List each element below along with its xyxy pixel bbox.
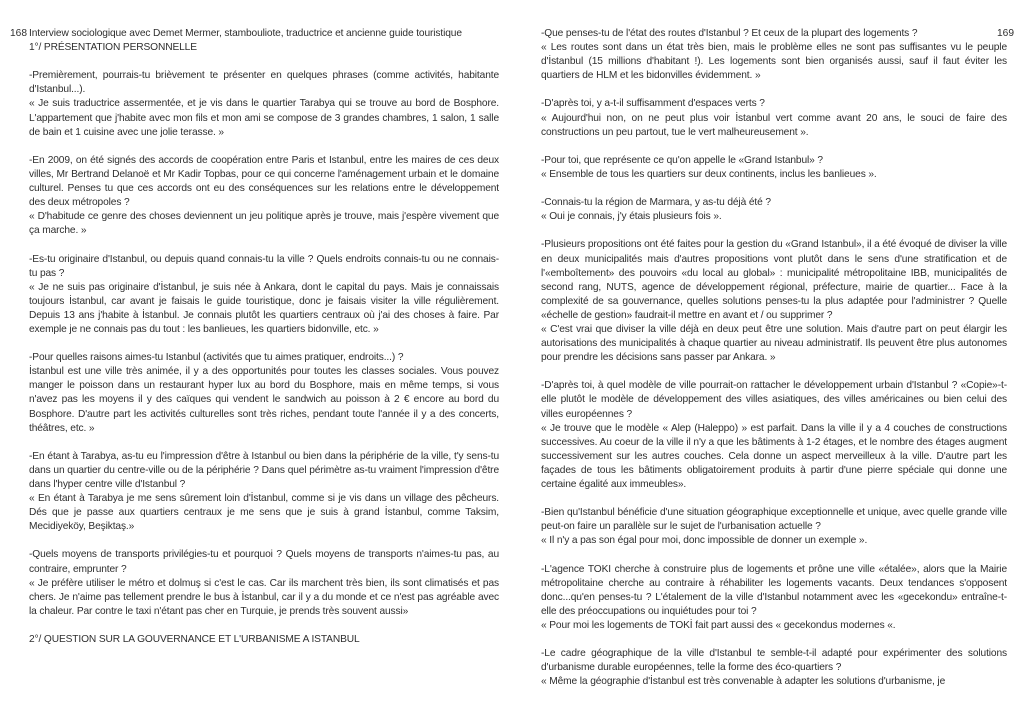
qa-block [29,253,499,338]
section-heading-2: 2°/ QUESTION SUR LA GOUVERNANCE ET L'URBANISME A ISTANBUL [29,634,360,646]
qa-block [541,379,1007,492]
document-title: Interview sociologique avec Demet Mermer, stambouliote, traductrice et ancienne guide touristique [29,28,462,39]
qa-block [29,69,499,139]
interview-question: -D'après toi, à quel modèle de ville pourrait-on rattacher le développement urbain d'Istanbul ? «Copie»-t-elle plutôt le modèle de développement des villes asiatiques, des villes américaines ou bien celui des villes européennes ? [541,380,1007,420]
page-number-left: 168 [10,28,27,39]
interview-answer: « Je préfère utiliser le métro et dolmuş si c'est le cas. Car ils marchent très bien, ils sont climatisés et pas chers. Je n'aime pas tellement prendre le bus à İstanbul, car il y a du monde et ce n'est pas agréable avec la chaleur. Par contre le taxi n'étant pas cher en Turquie, je prends très souvent aussi» [29,577,499,617]
page-right [541,27,1007,689]
interview-question: -Que penses-tu de l'état des routes d'Istanbul ? Et ceux de la plupart des logements ? [541,28,918,39]
qa-block [541,196,1007,224]
interview-question: -Plusieurs propositions ont été faites pour la gestion du «Grand Istanbul», il a été évoqué de diviser la ville en deux municipalités mais d'autres propositions vont plutôt dans le sens d'une stratification et de l'«emboîtement» des pouvoirs «du local au global» : municipalité métropolitaine IBB, municipalités de second rang, NUTS, agence de développement régional, préfecture, mairie de quartier... Face à la complexité de sa gouvernance, quelles solutions penses-tu la plus adaptée pour l'administrer ? Quelle «échelle de gestion» faudrait-il mettre en avant et / ou supprimer ? [541,239,1007,321]
interview-answer: « Il n'y a pas son égal pour moi, donc impossible de donner un exemple ». [541,535,868,547]
interview-answer: « Je ne suis pas originaire d'İstanbul, je suis née à Ankara, dont le capital du pays. Mais je connaissais toujours İstanbul, car avant je faisais le guide touristique, donc je faisais visiter la ville régulièrement. Depuis 13 ans j'habite à İstanbul. Je connais plutôt les quartiers centraux où j'ai des choses à faire. Par exemple je ne connais pas du tout : les banlieues, les quartiers bidonville, etc. » [29,281,499,335]
section-heading-1: 1°/ PRÉSENTATION PERSONNELLE [29,42,197,54]
qa-block [541,506,1007,548]
interview-answer: « Oui je connais, j'y étais plusieurs fois ». [541,211,722,223]
qa-block [29,450,499,535]
page-left [29,27,499,647]
qa-block [541,238,1007,365]
interview-answer: « D'habitude ce genre des choses deviennent un jeu politique après je trouve, mais j'espère vivement que ça marche. » [29,211,499,237]
interview-question: -Connais-tu la région de Marmara, y as-tu déjà été ? [541,197,771,209]
interview-answer: « En étant à Tarabya je me sens sûrement loin d'İstanbul, comme si je vis dans un village des pêcheurs. Dés que je passe aux quartiers centraux je me sens que je suis à grand İstanbul, comme Taksim, Mecidiyeköy, Beşiktaş.» [29,493,499,533]
interview-answer: « Je trouve que le modèle « Alep (Haleppo) » est parfait. Dans la ville il y a 4 couches de constructions successives. Au coeur de la ville il n'y a que les bâtiments à 1-2 étages, et le nombre des étages augment successivement sur les autres couches. Cela donne un aspect merveilleux à la ville. D'autre part les façades de tous les bâtiments obligatoirement produits à partir d'une pierre spéciale qui donne une certaine égalité aux immeubles». [541,422,1007,490]
qa-block [541,563,1007,633]
qa-block [541,154,1007,182]
interview-question: -En étant à Tarabya, as-tu eu l'impression d'être à Istanbul ou bien dans la périphérie de la ville, t'y sens-tu dans un quartier du centre-ville ou de la périphérie ? Dans quel périmètre as-tu vraiment l'impression d'être dans l'hyper centre ville d'Istanbul ? [29,450,499,490]
qa-block [29,351,499,436]
qa-block [29,548,499,618]
page-number-right: 169 [997,28,1014,39]
interview-answer: « C'est vrai que diviser la ville déjà en deux peut être une solution. Mais d'autre part on peut élargir les autorisations des municipalités à chaque quartier au niveau administratif. Ils peuvent être plus autonomes pour prendre les décisions sans passer par Ankara. » [541,323,1007,364]
qa-block [29,154,499,239]
interview-answer: « Ensemble de tous les quartiers sur deux continents, inclus les banlieues ». [541,168,877,180]
interview-answer: « Même la géographie d'İstanbul est très convenable à adapter les solutions d'urbanisme, je [541,676,946,688]
interview-question: -En 2009, on été signés des accords de coopération entre Paris et Istanbul, entre les maires de ces deux villes, Mr Bertrand Delanoë et Mr Kadir Topbas, pour ce qui concerne l'aménagement urbain et le domaine culturel. Penses tu que ces accords ont eu des conséquences sur les relations entre le développement des deux métropoles ? [29,154,499,209]
interview-answer: « Les routes sont dans un état très bien, mais le problème elles ne sont pas suffisantes vu le peuple d'İstanbul (15 millions d'habitant !). Les logements sont bien organisés aussi, sauf il faut éviter les quartiers de HLM et les bidonvilles évidemment. » [541,42,1007,82]
interview-answer: « Je suis traductrice assermentée, et je vis dans le quartier Tarabya qui se trouve au bord de Bosphore. L'appartement que j'habite avec mon fils et mon ami se compose de 3 grandes chambres, 1 salon, 1 salle de bain et 1 cuisine avec une jolie terasse. » [29,98,499,138]
interview-question: -L'agence TOKI cherche à construire plus de logements et prône une ville «étalée», alors que la Mairie métropolitaine cherche au contraire à réhabiliter les logements vacants. Deux tendances s'opposent donc...qu'en penses-tu ? L'étalement de la ville d'Istanbul notamment avec les «gecekondu» entraîne-t-elle des préoccupations ou inquiétudes pour toi ? [541,563,1007,617]
interview-question: -Le cadre géographique de la ville d'Istanbul te semble-t-il adapté pour expérimenter des solutions d'urbanisme durable européennes, telle la forme des éco-quartiers ? [541,648,1007,674]
qa-block [541,27,1007,83]
interview-question: -Bien qu'Istanbul bénéficie d'une situation géographique exceptionnelle et unique, avec quelle grande ville peut-on faire un parallèle sur le sujet de l'urbanisation actuelle ? [541,507,1007,533]
interview-question: -Es-tu originaire d'Istanbul, ou depuis quand connais-tu la ville ? Quels endroits connais-tu ou ne connais-tu pas ? [29,253,499,279]
qa-block [541,647,1007,689]
interview-question: -Pour quelles raisons aimes-tu Istanbul (activités que tu aimes pratiquer, endroits...) ? [29,352,404,364]
qa-block [541,97,1007,139]
interview-question: -Pour toi, que représente ce qu'on appelle le «Grand Istanbul» ? [541,154,823,166]
interview-question: -Premièrement, pourrais-tu brièvement te présenter en quelques phrases (comme activités, habitante d'Istanbul...). [29,70,499,96]
interview-answer: İstanbul est une ville très animée, il y a des opportunités pour toutes les classes sociales. Vous pouvez manger le poisson dans un restaurant hyper lux au bord du Bosphore, mais en même temps, si vous n'avez pas les moyens il y des caïques qui vendent le sandwich au poisson à 2 € encore au bord du Bosphore. D'autre part les activités culturelles sont très riches, pendant toute l'année il y a des concerts, théâtres, etc. » [29,366,499,434]
interview-question: -D'après toi, y a-t-il suffisamment d'espaces verts ? [541,98,765,110]
interview-answer: « Pour moi les logements de TOKİ fait part aussi des « gecekondus modernes «. [541,619,896,631]
interview-answer: « Aujourd'hui non, on ne peut plus voir İstanbul vert comme avant 20 ans, le souci de faire des constructions un peu partout, tue le vert malheureusement ». [541,112,1007,138]
interview-question: -Quels moyens de transports privilégies-tu et pourquoi ? Quels moyens de transports n'aimes-tu pas, au contraire, emprunter ? [29,549,499,575]
